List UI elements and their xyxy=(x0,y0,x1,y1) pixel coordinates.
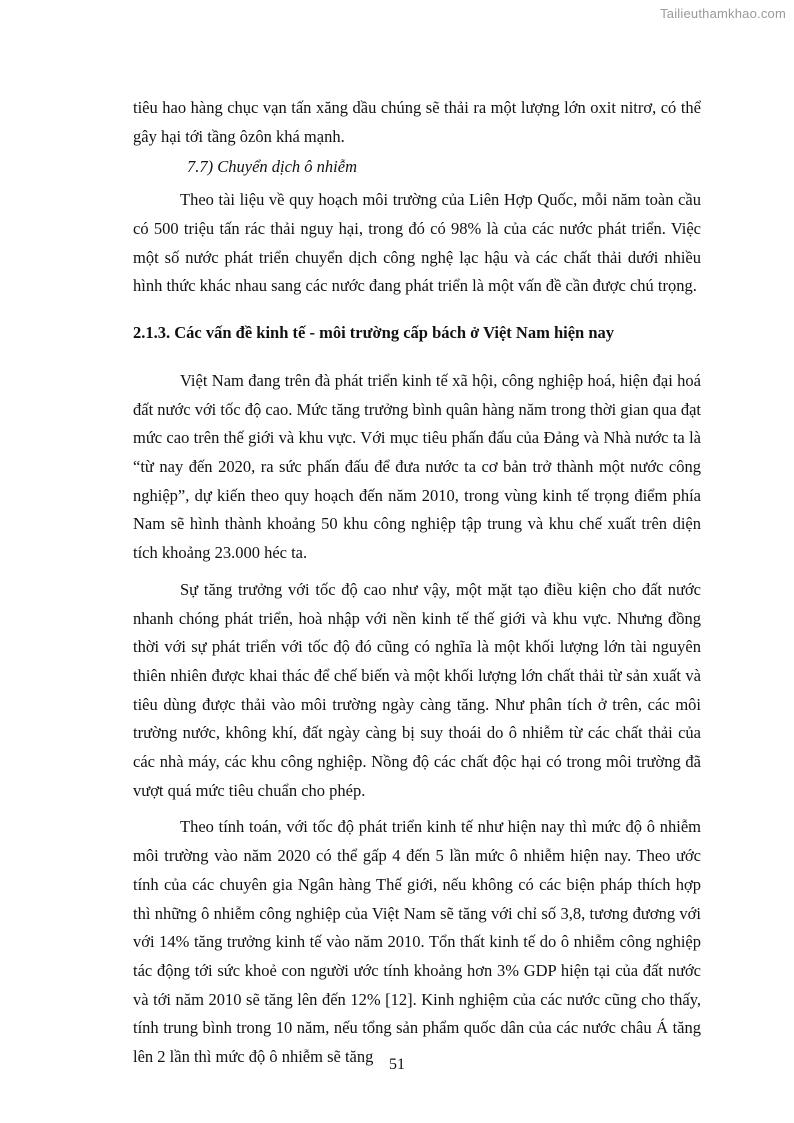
vietnam-growth-paragraph: Việt Nam đang trên đà phát triển kinh tế xã hội, công nghiệp hoá, hiện đại hoá đất nước với tốc độ cao. Mức tăng trưởng bình quân hàng năm trong thời gian qua đạt mức cao trên thế giới và khu vực. Với mục tiêu phấn đấu của Đảng và Nhà nước ta là “từ nay đến 2020, ra sức phấn đấu để đưa nước ta cơ bản trở thành một nước công nghiệp”, dự kiến theo quy hoạch đến năm 2010, trong vùng kinh tế trọng điểm phía Nam sẽ hình thành khoảng 50 khu công nghiệp tập trung và khu chế xuất trên diện tích khoảng 23.000 héc ta. xyxy=(133,370,701,563)
section-heading: 2.1.3. Các vấn đề kinh tế - môi trường cấp bách ở Việt Nam hiện nay xyxy=(133,322,615,342)
continuation-paragraph: tiêu hao hàng chục vạn tấn xăng dầu chúng sẽ thải ra một lượng lớn oxit nitrơ, có thể gây hại tới tầng ôzôn khá mạnh. xyxy=(133,98,701,146)
watermark-text: Tailieuthamkhao.com xyxy=(660,6,786,21)
page-content xyxy=(133,94,701,1072)
pollution-transfer-paragraph: Theo tài liệu về quy hoạch môi trường của Liên Hợp Quốc, mỗi năm toàn cầu có 500 triệu tấn rác thải nguy hại, trong đó có 98% là của các nước phát triển. Việc một số nước phát triển chuyển dịch công nghệ lạc hậu và các chất thải dưới nhiều hình thức khác nhau sang các nước đang phát triển là một vấn đề cần được chú trọng. xyxy=(133,190,701,296)
growth-consequences-paragraph: Sự tăng trưởng với tốc độ cao như vậy, một mặt tạo điều kiện cho đất nước nhanh chóng phát triển, hoà nhập với nền kinh tế thế giới và khu vực. Nhưng đồng thời với sự phát triển với tốc độ đó cũng có nghĩa là một khối lượng lớn tài nguyên thiên nhiên được khai thác để chế biến và một khối lượng lớn chất thải từ sản xuất và tiêu dùng được thải vào môi trường ngày càng tăng. Như phân tích ở trên, các môi trường nước, không khí, đất ngày càng bị suy thoái do ô nhiễm từ các chất thải của các nhà máy, các khu công nghiệp. Nồng độ các chất độc hại có trong môi trường đã vượt quá mức tiêu chuẩn cho phép. xyxy=(133,579,701,800)
pollution-forecast-paragraph: Theo tính toán, với tốc độ phát triển kinh tế như hiện nay thì mức độ ô nhiễm môi trường vào năm 2020 có thể gấp 4 đến 5 lần mức ô nhiễm hiện nay. Theo ước tính của các chuyên gia Ngân hàng Thế giới, nếu không có các biện pháp thích hợp thì những ô nhiễm công nghiệp của Việt Nam sẽ tăng với chỉ số 3,8, tương đương với với 14% tăng trưởng kinh tế vào năm 2010. Tổn thất kinh tế do ô nhiễm công nghiệp tác động tới sức khoẻ con người ước tính khoảng hơn 3% GDP hiện tại của đất nước và tới năm 2010 sẽ tăng lên đến 12% [12]. Kinh nghiệm của các nước cũng cho thấy, tính trung bình trong 10 năm, nếu tổng sản phẩm quốc dân của các nước châu Á tăng lên 2 lần thì mức độ ô nhiễm sẽ tăng xyxy=(133,817,701,1067)
subsection-title: 7.7) Chuyển dịch ô nhiễm xyxy=(187,157,358,177)
page-number: 51 xyxy=(389,1056,405,1073)
